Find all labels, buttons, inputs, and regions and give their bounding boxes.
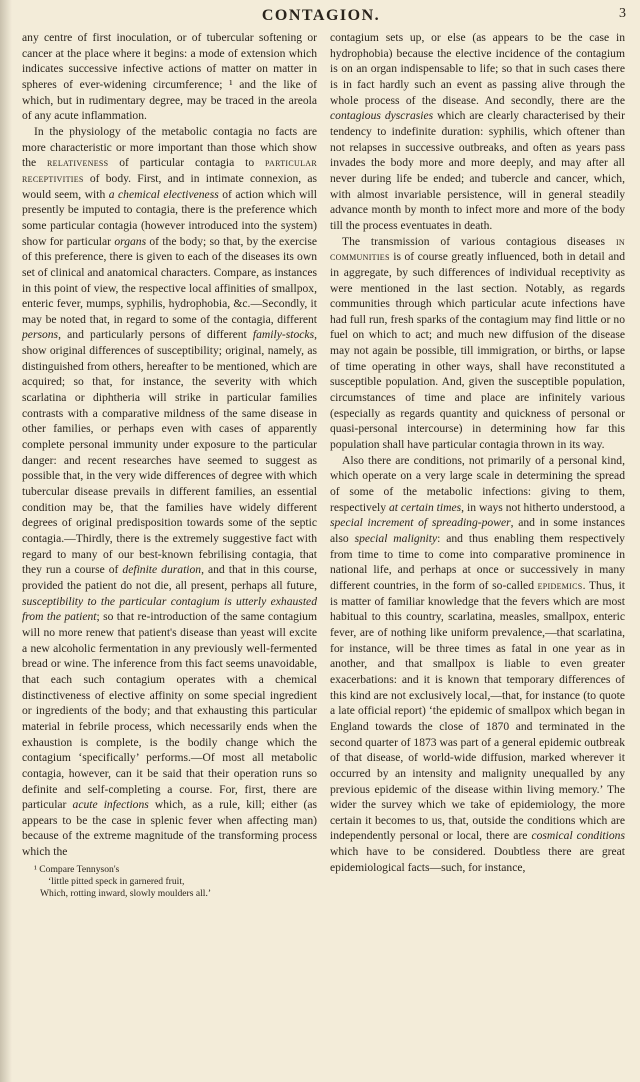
right-column (330, 30, 625, 875)
footnote-quote-line: Which, rotting inward, slowly moulders all.’ (40, 887, 212, 899)
paragraph: The transmission of various contagious diseases in communities is of course greatly influenced, both in detail and in aggregate, by such differences of individual receptivity as were mentioned in the last section. Notably, as regards communities through which particular acute infections have had full run, fresh sparks of the contagium may find little or no fuel on which to act; and much new diffusion of the disease may not again be possible, till immigration, or births, or lapse of time operating in other ways, shall have reconstituted a susceptible population. And, given the susceptible population, circumstances of time and place are infinitely various (especially as regards quantity and quickness of personal or quasi-personal intercourse) in determining how far this population shall have particular contagia thrown in its way. (330, 234, 625, 452)
page-header (16, 6, 626, 26)
paragraph: any centre of first inoculation, or of tubercular softening or cancer at the place where it begins: a mode of extension which indicates successive infective actions of matter on matter in spheres of ever-widening circumference; ¹ and the like of which, but in rudimentary degree, may be traced in the areola of any acute inflammation. (22, 31, 317, 123)
binding-shadow (0, 0, 12, 1082)
page-number: 3 (619, 6, 626, 21)
footnote (22, 864, 317, 900)
footnote-quote-line: ‘little pitted speck in garnered fruit, (48, 875, 185, 887)
paragraph: contagium sets up, or else (as appears to be the case in hydrophobia) because the elective incidence of the contagium is on an organ indispensable to life; so that in such cases there is in fact hardly such an event as passing alive through the whole process of the disease. And secondly, there are the contagious dyscrasies which are clearly characterised by their tendency to indefinite duration: syphilis, which oftener than not relapses in successive outbreaks, and often as years pass invades the body more and more deeply, and may after all never during life be ended; and tubercle and cancer, which, with almost invariable persistence, will in general steadily advance month by month to infect more and more of the body till the process eventuates in death. (330, 31, 625, 232)
left-column (22, 30, 317, 900)
paragraph: In the physiology of the metabolic contagia no facts are more characteristic or more important than those which show the relativeness of particular contagia to particular receptivities of body. First, and in intimate connexion, as would seem, with a chemical electiveness of action which will presently be imputed to contagia, there is the preference which some particular contagia (however introduced into the system) show for particular organs of the body; so that, by the exercise of this preference, there is given to each of the diseases its own set of clinical and anatomical characters. Compare, as instances in this point of view, the respective local affinities of smallpox, enteric fever, mumps, syphilis, hydrophobia, &c.—Secondly, it may be noted that, in regard to some of the contagia, different persons, and particularly persons of different family-stocks, show original differences of susceptibility; original, namely, as distinguished from others, hereafter to be mentioned, which are acquired; so that, for instance, the severity with which scarlatina or diphtheria will strike in particular families contrasts with a comparative mildness of the same disease in other families, or perhaps even with cases of apparently complete personal immunity under exposure to the particular danger: and recent researches have seemed to suggest as possible that, in the very wide differences of degree with which tubercular disease prevails in different families, an essential condition may be, that the families have widely different degrees of original predisposition towards some of the septic contagia.—Thirdly, there is the extremely suggestive fact with regard to many of our best-known febrilising contagia, that they run a course of definite duration, and that in this course, provided the patient do not die, all present, perhaps all future, susceptibility to the particular contagium is utterly exhausted from the patient; so that re-introduction of the same contagium will no more renew that patient's disease than yeast will excite a new alcoholic fermentation in any previously well-fermented bread or wine. The inference from this fact seems unavoidable, that each such contagium operates with a chemical distinctiveness of elective affinity on some special ingredient or ingredients of the body; and that exhausting this particular material in febrile process, which necessarily ends when the exhaustion is complete, is the bodily change which the contagium ‘specifically’ performs.—Of most all metabolic contagia, however, can it be said that their operation runs so definite and self-completing a course. For, first, there are particular acute infections which, as a rule, kill; either (as appears to be the case in splenic fever when affecting man) because of the extreme magnitude of the transforming process which the (22, 124, 318, 859)
paragraph: Also there are conditions, not primarily of a personal kind, which operate on a very large scale in determining the spread of some of the metabolic infections: giving to them, respectively at certain times, in ways not hitherto understood, a special increment of spreading-power, and in some instances also special malignity: and thus enabling them respectively from time to time to come into comparative prominence in national life, and perhaps at once or successively in many different countries, in the form of so-called epidemics. Thus, it is matter of familiar knowledge that the fevers which are most habitual to this country, scarlatina, measles, smallpox, enteric fever, are of nothing like uniform prevalence,—that scarlatina, for instance, will be three times as fatal in one year as in another, and that smallpox is liable to even greater exacerbations: and it is known that temporary differences of this kind are not exclusively local,—that, for instance (to quote a late official report) ‘the epidemic of smallpox which began in England towards the close of 1870 and terminated in the second quarter of 1873 was part of a general epidemic outbreak of that disease, of world-wide diffusion, marked wherever it occurred by an intensity and malignity unequalled by any previous epidemic of the disease within living memory.’ The wider the survey which we take of epidemiology, the more certain it becomes to us, that, outside the conditions which are independently personal or local, there are cosmical conditions which have to be considered. Doubtless there are great epidemiological facts—such, for instance, (330, 453, 626, 874)
running-title: CONTAGION. (261, 7, 381, 24)
footnote-intro: ¹ Compare Tennyson's (34, 863, 120, 875)
